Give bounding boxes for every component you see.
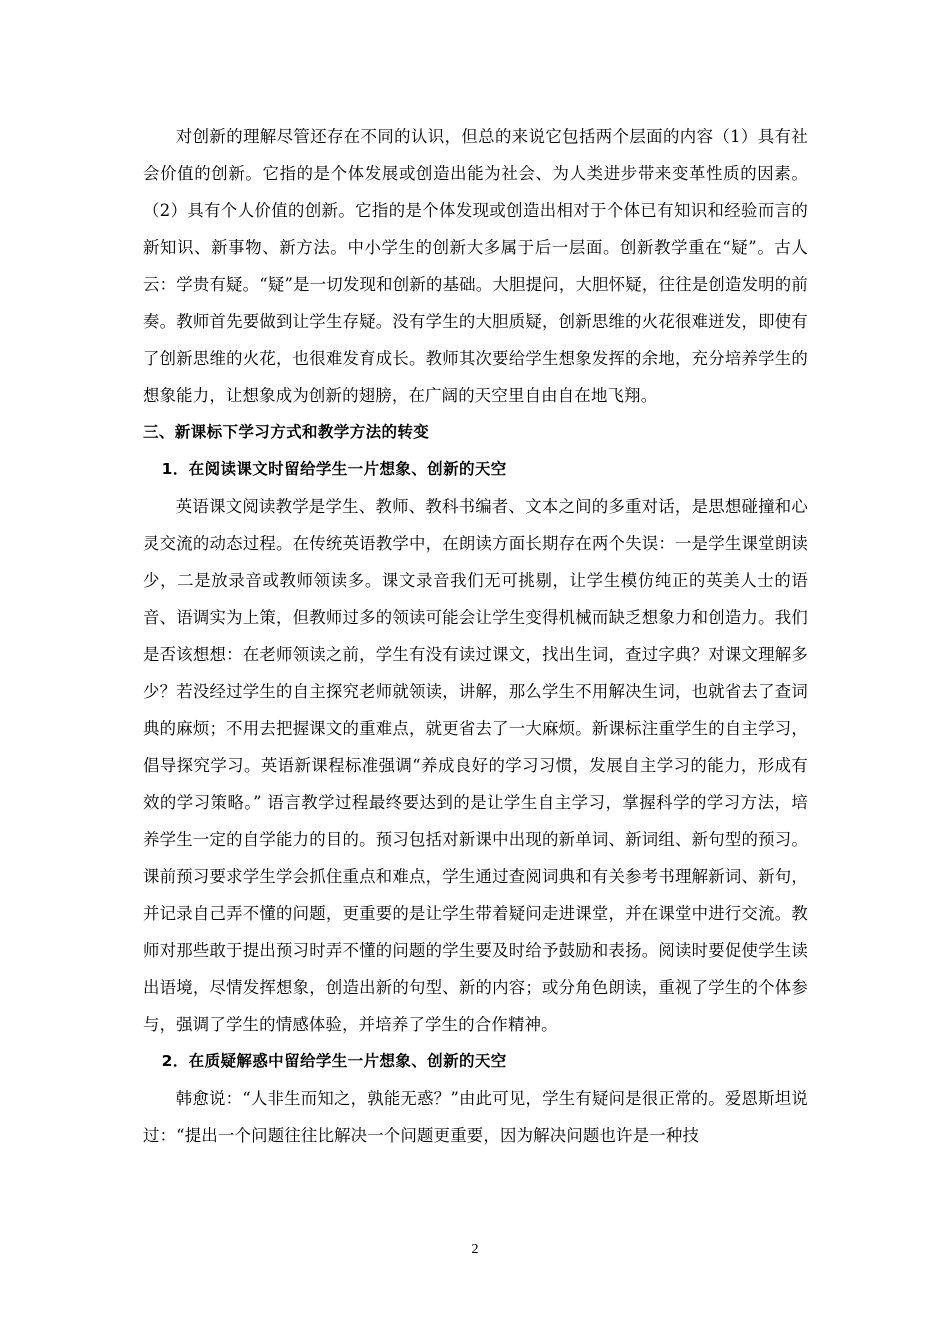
page-number: 2 — [471, 1242, 479, 1257]
subsection-heading-2: 2．在质疑解惑中留给学生一片想象、创新的天空 — [161, 1052, 507, 1070]
paragraph-reading-instruction: 英语课文阅读教学是学生、教师、教科书编者、文本之间的多重对话，是思想碰撞和心灵交流的动态过程。在传统英语教学中，在朗读方面长期存在两个失误：一是学生课堂朗读少，二是放录音或教师领读多。课文录音我们无可挑剔，让学生模仿纯正的英美人士的语音、语调实为上策，但教师过多的领读可能会让学生变得机械而缺乏想象力和创造力。我们是否该想想：在老师领读之前，学生有没有读过课文，找出生词，查过字典？对课文理解多少？若没经过学生的自主探究老师就领读，讲解，那么学生不用解决生词，也就省去了查词典的麻烦；不用去把握课文的重难点，就更省去了一大麻烦。新课标注重学生的自主学习，倡导探究学习。英语新课程标准强调“养成良好的学习习惯，发展自主学习的能力，形成有效的学习策略。” 语言教学过程最终要达到的是让学生自主学习，掌握科学的学习方法，培养学生一定的自学能力的目的。预习包括对新课中出现的新单词、新词组、新句型的预习。课前预习要求学生学会抓住重点和难点，学生通过查阅词典和有关参考书理解新词、新句，并记录自己弄不懂的问题，更重要的是让学生带着疑问走进课堂，并在课堂中进行交流。教师对那些敢于提出预习时弄不懂的问题的学生要及时给予鼓励和表扬。阅读时要促使学生读出语境，尽情发挥想象，创造出新的句型、新的内容；或分角色朗读，重视了学生的个体参与，强调了学生的情感体验，并培养了学生的合作精神。 — [143, 497, 808, 1034]
section-heading-3: 三、新课标下学习方式和教学方法的转变 — [143, 423, 430, 441]
paragraph-questioning: 韩愈说：“人非生而知之，孰能无惑？”由此可见，学生有疑问是很正常的。爱恩斯坦说过：“提出一个问题往往比解决一个问题更重要，因为解决问题也许是一种技 — [143, 1089, 808, 1145]
subsection-heading-1: 1．在阅读课文时留给学生一片想象、创新的天空 — [161, 460, 507, 478]
document-body — [143, 118, 808, 1154]
paragraph-innovation-levels: 对创新的理解尽管还存在不同的认识，但总的来说它包括两个层面的内容（1）具有社会价值的创新。它指的是个体发展或创造出能为社会、为人类进步带来变革性质的因素。（2）具有个人价值的创新。它指的是个体发现或创造出相对于个体已有知识和经验而言的新知识、新事物、新方法。中小学生的创新大多属于后一层面。创新教学重在“疑”。古人云：学贵有疑。“疑”是一切发现和创新的基础。大胆提问，大胆怀疑，往往是创造发明的前奏。教师首先要做到让学生存疑。没有学生的大胆质疑，创新思维的火花很难迸发，即使有了创新思维的火花，也很难发育成长。教师其次要给学生想象发挥的余地，充分培养学生的想象能力，让想象成为创新的翅膀，在广阔的天空里自由自在地飞翔。 — [143, 127, 808, 405]
